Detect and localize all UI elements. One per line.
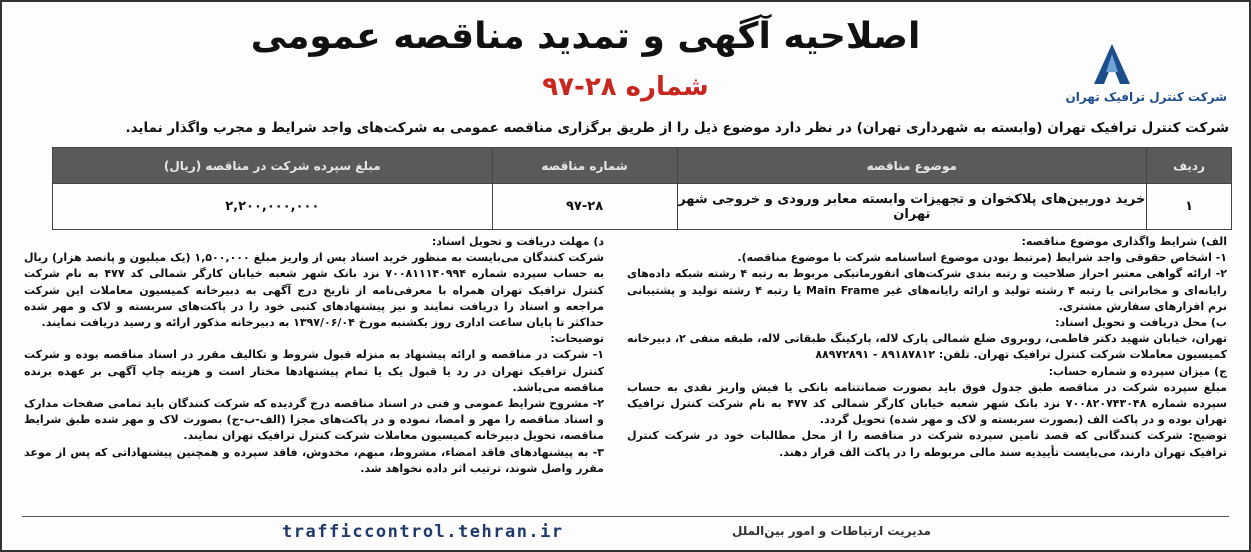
- page-title: اصلاحیه آگهی و تمدید مناقصه عمومی: [250, 16, 921, 57]
- company-logo: [997, 42, 1227, 112]
- condition-1: ۱- اشخاص حقوقی واجد شرایط (مرتبط بودن موضوع اساسنامه شرکت با موضوع مناقصه).: [737, 251, 1227, 265]
- footer-divider: [22, 516, 1229, 517]
- section-c-heading: ج) میزان سپرده و شماره حساب:: [1048, 364, 1227, 378]
- cell-deposit: ۲,۲۰۰,۰۰۰,۰۰۰: [53, 184, 493, 230]
- header-deposit: مبلغ سپرده شرکت در مناقصه (ریال): [53, 148, 493, 184]
- note-2: ۲- مشروح شرایط عمومی و فنی در اسناد مناقصه درج گردیده که شرکت کنندگان باید تمامی صفحات مدارک و اسناد مناقصه را مهر و امضا، نموده و در پاکت‌های مجزا (الف-ب-ج) بصورت لاک و مهر شده طبق شرایط مناقصه، تحویل دبیرخانه کمیسیون معاملات شرکت کنترل ترافیک تهران نمایند.: [24, 397, 604, 443]
- tender-table: [52, 147, 1232, 230]
- cell-tender-number: ۹۷-۲۸: [492, 184, 677, 230]
- cell-row-number: ۱: [1147, 184, 1232, 230]
- table-row: [53, 184, 1232, 230]
- tender-number: شماره ۲۸-۹۷: [542, 72, 709, 102]
- note-1: ۱- شرکت در مناقصه و ارائه پیشنهاد به منزله قبول شروط و تکالیف مقرر در اسناد مناقصه بوده و شرکت کنترل ترافیک تهران در رد یا قبول یک یا تمام پیشنهادها مختار است و هزینه چاپ آگهی بر عهده برنده مناقصه می‌باشد.: [24, 348, 604, 394]
- deposit-note: توضیح: شرکت کنندگانی که قصد تامین سپرده شرکت در مناقصه را از محل مطالبات خود در شرکت کنترل ترافیک تهران دارند، می‌بایست تأییدیه سند مالی مربوطه را در پاکت الف قرار دهند.: [627, 429, 1227, 459]
- deposit-text: مبلغ سپرده شرکت در مناقصه طبق جدول فوق باید بصورت ضمانتنامه بانکی یا فیش واریز نقدی به حساب سپرده شماره ۷۰۰۸۲۰۷۴۳۰۴۸ نزد بانک شهر شعبه خیابان کارگر شمالی کد ۴۷۷ به نام شرکت کنترل ترافیک تهران بوده و در پاکت الف (بصورت سربسته و لاک و مهر شده) تحویل گردد.: [627, 380, 1227, 427]
- header-row-number: ردیف: [1147, 148, 1232, 184]
- traffic-control-logo-icon: [1092, 42, 1132, 86]
- website-link[interactable]: trafficcontrol.tehran.ir: [282, 522, 564, 542]
- deadline-text: شرکت کنندگان می‌بایست به منظور خرید اسناد پس از واریز مبلغ ۱,۵۰۰,۰۰۰ (یک میلیون و پانصد هزار) ریال به حساب سپرده شماره ۷۰۰۸۱۱۱۴۰۹۹۴ نزد بانک شهر شعبه خیابان کارگر شمالی کد ۴۷۷ به نام شرکت کنترل ترافیک تهران همراه با معرفی‌نامه از تاریخ درج آگهی به دبیرخانه کمیسیون معاملات این شرکت مراجعه و اسناد را دریافت نمایند و نیز پیشنهادهای کتبی خود را در پاکت‌های سربسته و لاک و مهر شده حداکثر تا پایان ساعت اداری روز یکشنبه مورخ ۱۳۹۷/۰۶/۰۴ به دبیرخانه مذکور ارائه و رسید دریافت نمایند.: [24, 251, 604, 330]
- header-subject: موضوع مناقصه: [677, 148, 1147, 184]
- company-name: شرکت کنترل ترافیک تهران: [1065, 90, 1227, 104]
- section-a-heading: الف) شرایط واگذاری موضوع مناقصه:: [1021, 235, 1227, 248]
- cell-subject: خرید دوربین‌های پلاکخوان و تجهیزات وابسته معابر ورودی و خروجی شهر تهران: [677, 184, 1147, 230]
- department-name: مدیریت ارتباطات و امور بین‌الملل: [732, 524, 931, 538]
- intro-text: شرکت کنترل ترافیک تهران (وابسته به شهرداری تهران) در نظر دارد موضوع ذیل را از طریق برگزاری مناقصه عمومی به شرکت‌های واجد شرایط و مجرب واگذار نماید.: [125, 120, 1229, 136]
- notes-heading: توضیحات:: [550, 332, 604, 346]
- section-b-heading: ب) محل دریافت و تحویل اسناد:: [1055, 316, 1227, 330]
- table-header-row: [53, 148, 1232, 184]
- section-d-heading: د) مهلت دریافت و تحویل اسناد:: [431, 235, 604, 248]
- condition-2: ۲- ارائه گواهی معتبر احراز صلاحیت و رتبه بندی شرکت‌های انفورماتیکی مربوط به رتبه ۴ رشته شبکه داده‌های رایانه‌ای و مخابراتی یا رتبه ۴ رشته تولید و ارائه رایانه‌های غیر Main Frame یا رتبه ۴ رشته تولید و پشتیبانی نرم افزارهای سفارش مشتری.: [627, 267, 1227, 313]
- conditions-column: [627, 234, 1227, 514]
- note-3: ۳- به پیشنهادهای فاقد امضاء، مشروط، مبهم، مخدوش، فاقد سپرده و همچنین پیشنهاداتی که پس از موعد مقرر واصل شوند، ترتیب اثر داده نخواهد شد.: [24, 445, 604, 475]
- deadline-column: [24, 234, 604, 504]
- header-tender-number: شماره مناقصه: [492, 148, 677, 184]
- address-text: تهران، خیابان شهید دکتر فاطمی، روبروی ضلع شمالی پارک لاله، پارکینگ طبقاتی لاله، طبقه منفی ۲، دبیرخانه کمیسیون معاملات شرکت کنترل ترافیک تهران. تلفن: ۸۹۱۸۷۸۱۲ - ۸۸۹۷۲۸۹۱: [627, 332, 1227, 362]
